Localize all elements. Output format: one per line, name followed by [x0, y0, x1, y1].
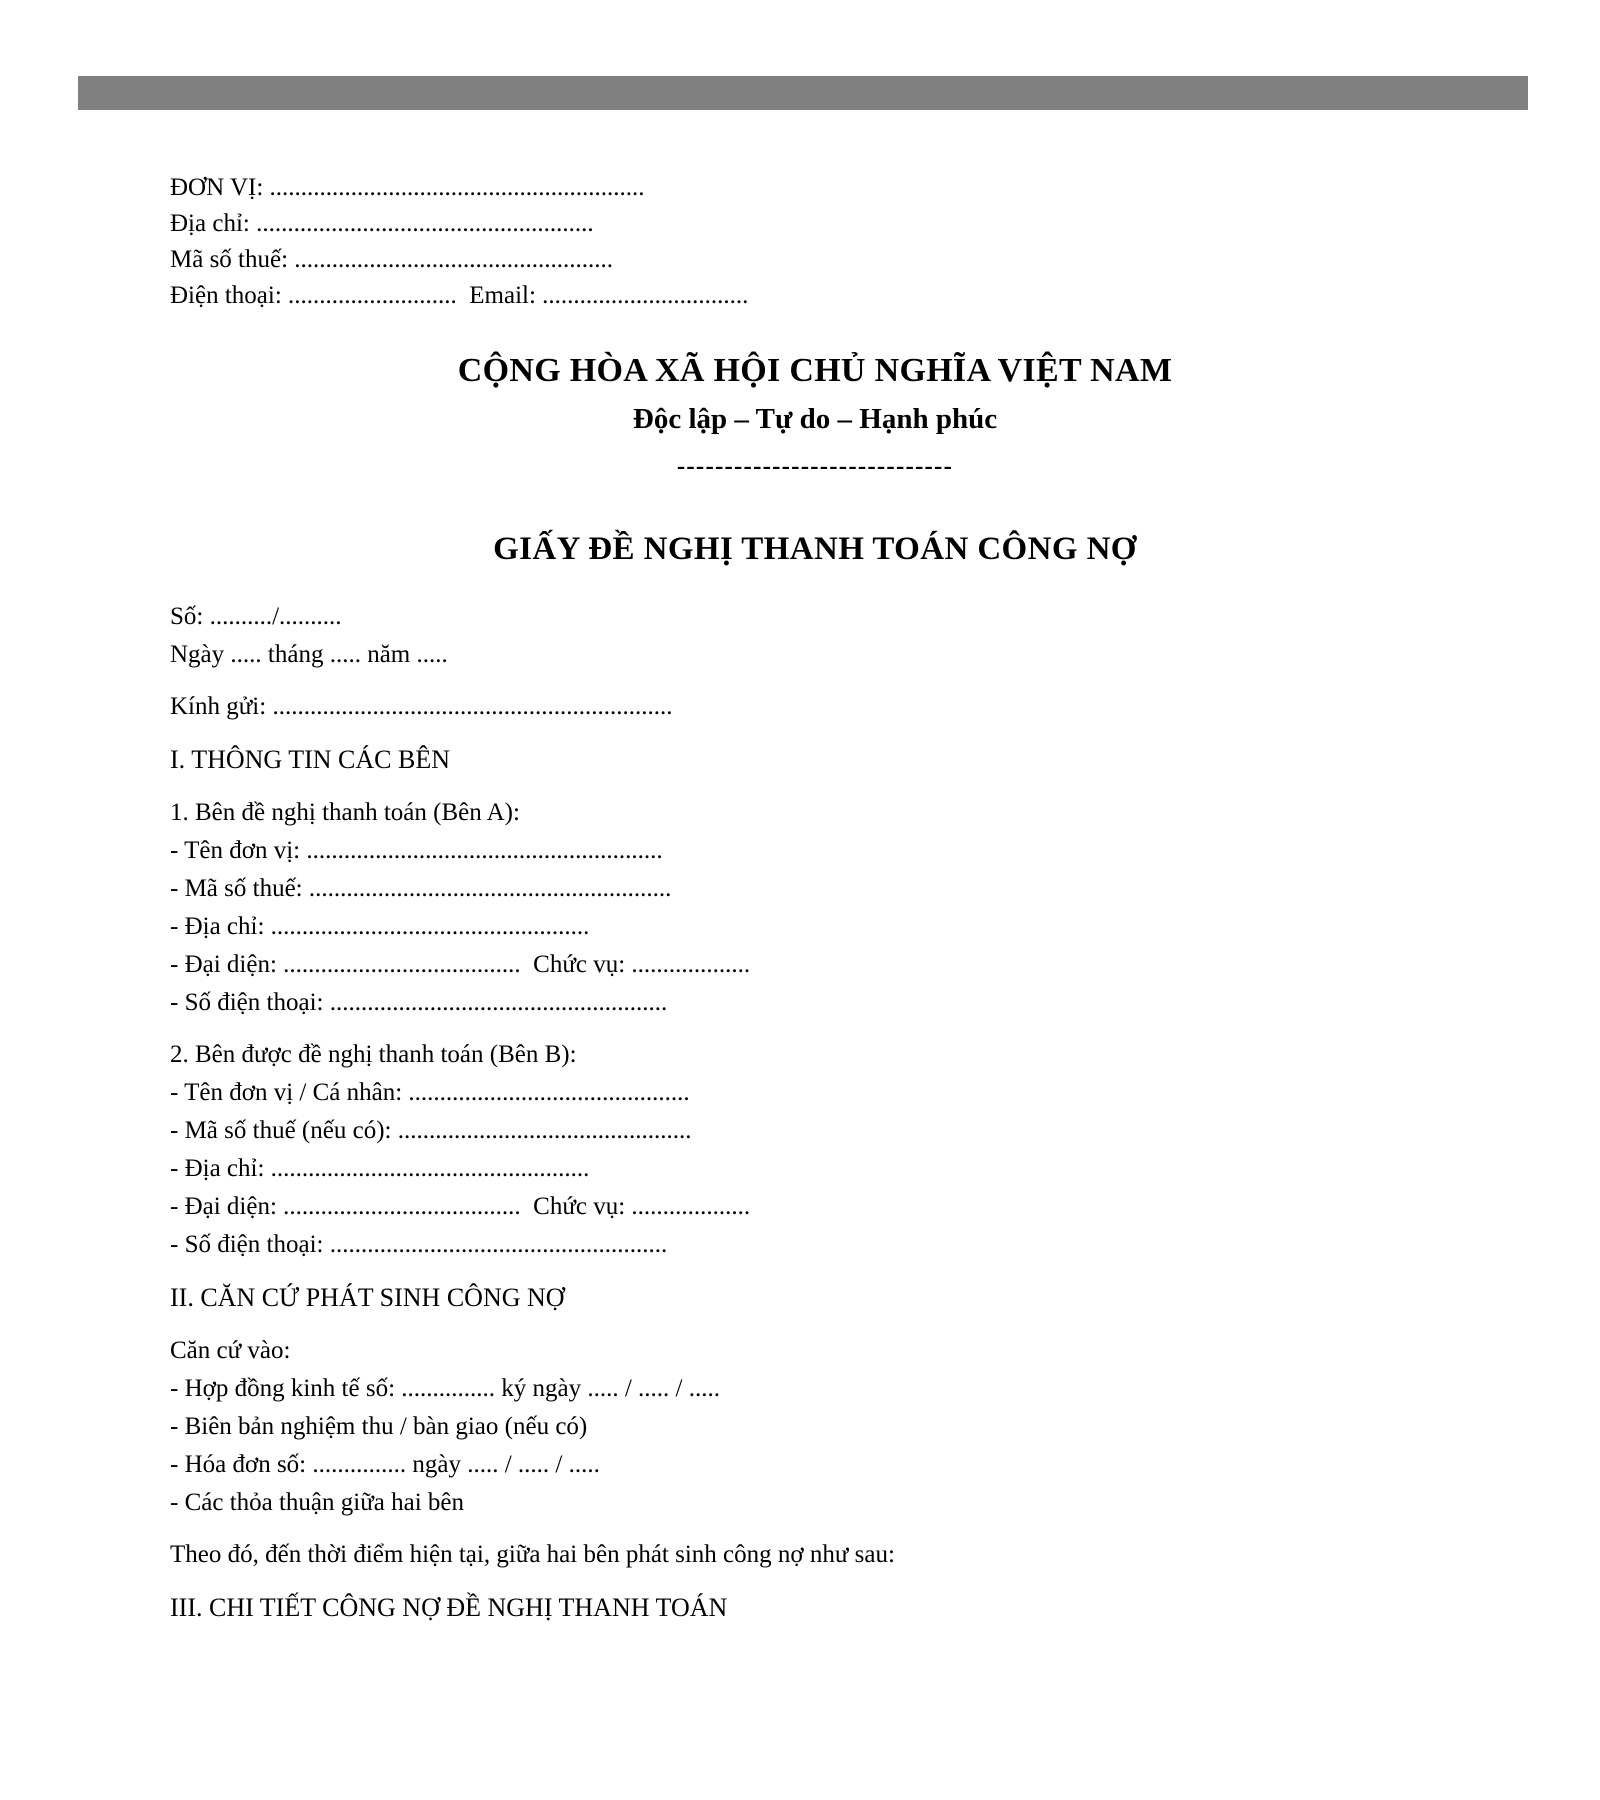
document-number-line: Số: ........../..........: [170, 603, 342, 630]
national-motto: Độc lập – Tự do – Hạnh phúc: [632, 403, 998, 435]
party-a-field-tax-code: - Mã số thuế: ..........................................................: [170, 875, 672, 902]
basis-item-contract: - Hợp đồng kinh tế số: ............... ký ngày ..... / ..... / .....: [170, 1375, 720, 1402]
party-a-field-name: - Tên đơn vị: .........................................................: [170, 837, 663, 864]
party-a-field-phone: - Số điện thoại: ......................................................: [170, 989, 668, 1016]
party-b-field-address: - Địa chỉ: ...................................................: [170, 1155, 590, 1182]
party-b-block: [170, 1036, 1460, 1264]
party-a-block: [170, 794, 1460, 1022]
basis-item-agreements: - Các thỏa thuận giữa hai bên: [170, 1489, 465, 1516]
page-title: GIẤY ĐỀ NGHỊ THANH TOÁN CÔNG NỢ: [493, 531, 1137, 567]
party-b-title: 2. Bên được đề nghị thanh toán (Bên B):: [170, 1041, 577, 1068]
document-date-line: Ngày ..... tháng ..... năm .....: [170, 641, 448, 668]
party-b-field-phone: - Số điện thoại: ......................................................: [170, 1231, 668, 1258]
party-b-field-name: - Tên đơn vị / Cá nhân: .............................................: [170, 1079, 690, 1106]
org-address-line: Địa chỉ: ......................................................: [170, 210, 594, 237]
document-page-surface: [62, 110, 1542, 1800]
basis-item-invoice: - Hóa đơn số: ............... ngày ..... / ..... / .....: [170, 1451, 600, 1478]
motto-divider: -----------------------------: [676, 453, 954, 480]
basis-intro: Căn cứ vào:: [170, 1337, 291, 1364]
org-phone-email-line: Điện thoại: ........................... Email: .................................: [170, 282, 749, 309]
section-heading-2: II. CĂN CỨ PHÁT SINH CÔNG NỢ: [170, 1283, 565, 1312]
recipient-line: Kính gửi: ................................................................: [170, 693, 673, 720]
party-a-title: 1. Bên đề nghị thanh toán (Bên A):: [170, 799, 520, 826]
party-a-field-representative: - Đại diện: ...................................... Chức vụ: ...................: [170, 951, 751, 978]
section-heading-3: III. CHI TIẾT CÔNG NỢ ĐỀ NGHỊ THANH TOÁN: [170, 1593, 728, 1622]
document-body: [170, 170, 1460, 1628]
basis-closing-paragraph: Theo đó, đến thời điểm hiện tại, giữa hai bên phát sinh công nợ như sau:: [170, 1541, 895, 1568]
org-tax-code-line: Mã số thuế: ...................................................: [170, 246, 614, 273]
document-page: [0, 110, 1600, 1800]
national-title: CỘNG HÒA XÃ HỘI CHỦ NGHĨA VIỆT NAM: [457, 352, 1173, 389]
party-b-field-tax-code: - Mã số thuế (nếu có): ...............................................: [170, 1117, 692, 1144]
org-unit-line: ĐƠN VỊ: ............................................................: [170, 174, 645, 201]
party-b-field-representative: - Đại diện: ...................................... Chức vụ: ...................: [170, 1193, 751, 1220]
section-heading-1: I. THÔNG TIN CÁC BÊN: [170, 745, 450, 774]
party-a-field-address: - Địa chỉ: ...................................................: [170, 913, 590, 940]
basis-item-acceptance-record: - Biên bản nghiệm thu / bàn giao (nếu có): [170, 1413, 588, 1440]
org-header-block: [170, 170, 1460, 314]
